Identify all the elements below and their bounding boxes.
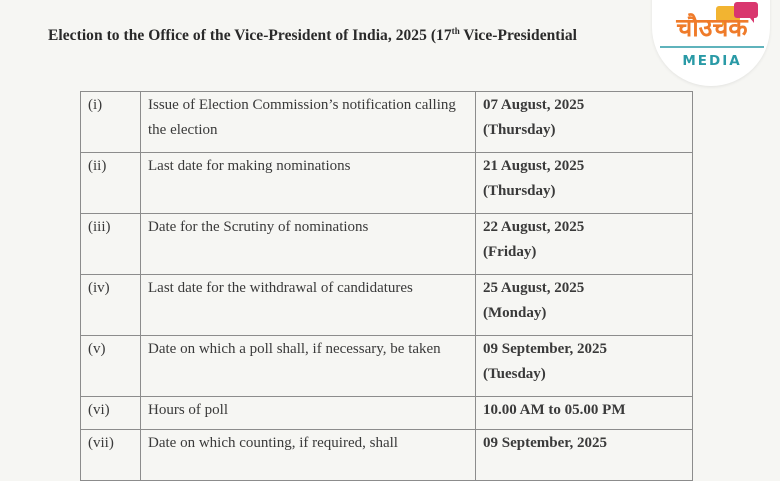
row-date <box>476 275 693 336</box>
title-main: Election to the Office of the Vice-President of India, 2025 (17 <box>48 27 452 44</box>
row-date <box>476 336 693 397</box>
row-description: Date for the Scrutiny of nominations <box>141 214 476 275</box>
date-value: 22 August, 2025 <box>483 219 585 235</box>
date-value: 10.00 AM to 05.00 PM <box>483 402 626 418</box>
row-number: (vii) <box>81 430 141 481</box>
day-value: (Thursday) <box>483 183 556 199</box>
row-date <box>476 397 693 430</box>
date-value: 09 September, 2025 <box>483 341 608 357</box>
title-superscript: th <box>451 26 460 36</box>
row-number: (vi) <box>81 397 141 430</box>
table-row <box>81 336 693 397</box>
row-date <box>476 214 693 275</box>
row-number: (iii) <box>81 214 141 275</box>
logo-hindi-text: चौउचक <box>676 13 748 42</box>
logo-graphic <box>652 0 770 86</box>
row-description: Date on which counting, if required, shall <box>141 430 476 481</box>
date-value: 25 August, 2025 <box>483 280 585 296</box>
table-row <box>81 153 693 214</box>
day-value: (Monday) <box>483 305 547 321</box>
row-date <box>476 92 693 153</box>
row-description: Date on which a poll shall, if necessary, be taken <box>141 336 476 397</box>
row-description: Last date for the withdrawal of candidatures <box>141 275 476 336</box>
table-row <box>81 397 693 430</box>
election-schedule-table <box>80 91 693 481</box>
day-value: (Thursday) <box>483 122 556 138</box>
date-value: 07 August, 2025 <box>483 97 585 113</box>
row-number: (i) <box>81 92 141 153</box>
logo-media-text: MEDIA <box>682 53 742 69</box>
day-value: (Tuesday) <box>483 366 546 382</box>
title-tail: Vice-Presidential <box>459 27 578 44</box>
row-number: (v) <box>81 336 141 397</box>
table-row <box>81 430 693 481</box>
document-title <box>48 26 577 45</box>
row-date <box>476 153 693 214</box>
day-value: (Friday) <box>483 244 537 260</box>
row-description: Hours of poll <box>141 397 476 430</box>
chaupal-media-logo <box>652 0 770 86</box>
table-row <box>81 92 693 153</box>
date-value: 09 September, 2025 <box>483 435 608 451</box>
table-row <box>81 214 693 275</box>
row-description: Issue of Election Commission’s notification calling the election <box>141 92 476 153</box>
date-value: 21 August, 2025 <box>483 158 585 174</box>
row-date <box>476 430 693 481</box>
row-description: Last date for making nominations <box>141 153 476 214</box>
logo-bubble-tail-pink <box>750 18 754 23</box>
row-number: (ii) <box>81 153 141 214</box>
row-number: (iv) <box>81 275 141 336</box>
table-row <box>81 275 693 336</box>
